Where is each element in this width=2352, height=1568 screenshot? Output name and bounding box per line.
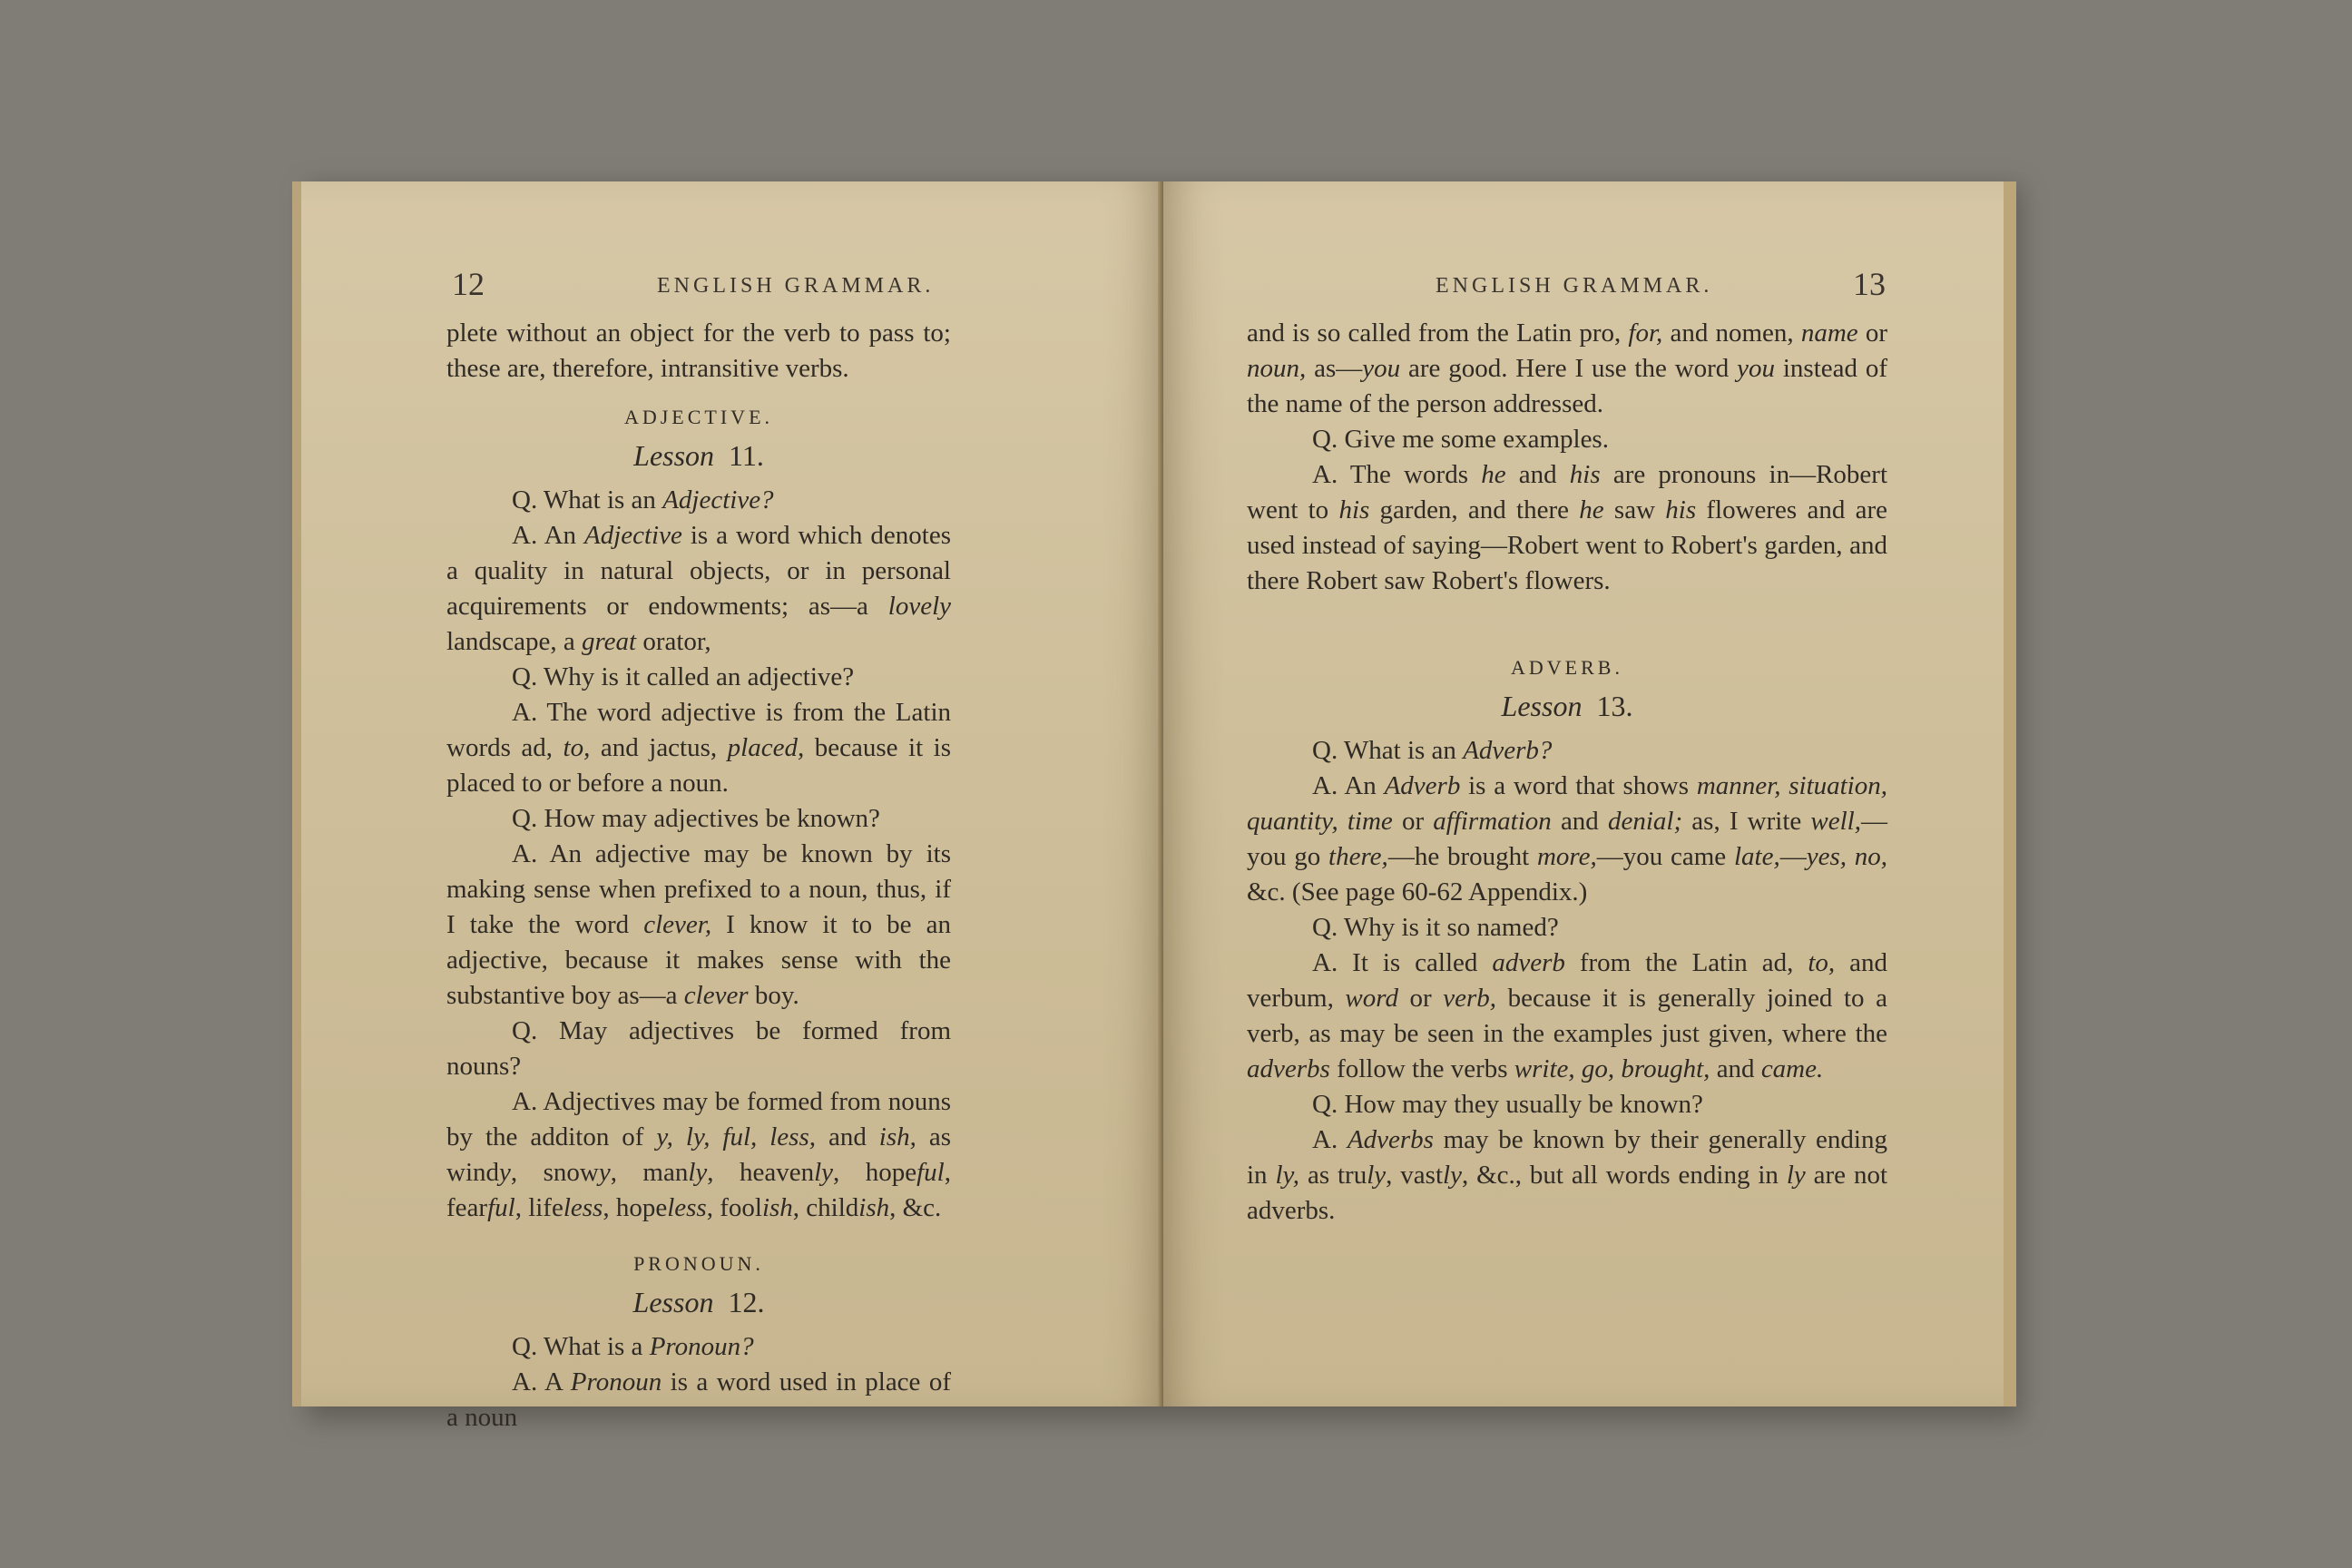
right-page xyxy=(1163,181,2016,1406)
lesson-title-12: Lesson 12. xyxy=(632,1286,765,1318)
paragraph: Q. Give me some examples. xyxy=(1312,425,1609,454)
paragraph: A. It is called adverb from the Latin ad, to, and verbum, word or verb, because it is generally joined to a verb, as may be seen in the examples just given, where the adverbs follow the verbs write, go, brought, and came. xyxy=(1247,948,1888,1083)
left-page xyxy=(292,181,1163,1432)
running-head: ENGLISH GRAMMAR. xyxy=(1436,274,1713,298)
pronoun-paragraphs xyxy=(446,1329,951,1436)
adjective-paragraphs xyxy=(446,483,951,1226)
lesson-title-11: Lesson 11. xyxy=(633,439,764,472)
lesson-title-13: Lesson 13. xyxy=(1501,690,1633,722)
left-page-body xyxy=(446,316,951,1436)
continued-text: plete without an object for the verb to pass to; these are, therefore, intransitive verbs. xyxy=(446,318,951,383)
paragraph: Q. What is an Adverb? xyxy=(1312,736,1553,765)
paragraph: A. Adjectives may be formed from nouns by the additon of y, ly, ful, less, and ish, as windy, snowy, manly, heavenly, hopeful, fearful, lifeless, hopeless, foolish, childish, &c. xyxy=(446,1087,952,1222)
paragraph: A. The word adjective is from the Latin words ad, to, and jactus, placed, because it is placed to or before a noun. xyxy=(446,698,952,798)
section-heading-adjective: ADJECTIVE. xyxy=(623,406,774,428)
paragraph: A. The words he and his are pronouns in—Robert went to his garden, and there he saw his floweres and are used instead of saying—Robert went to Robert's garden, and there Robert saw Robert's flowers. xyxy=(1247,460,1888,595)
paragraph: Q. What is a Pronoun? xyxy=(512,1332,754,1361)
paragraph: A. A Pronoun is a word used in place of a noun xyxy=(446,1367,952,1432)
section-heading-pronoun: PRONOUN. xyxy=(633,1252,764,1275)
adverb-paragraphs xyxy=(1247,733,1887,1229)
paragraph: and is so called from the Latin pro, for, and nomen, name or noun, as—you are good. Here I use the word you instead of the name of the person addressed. xyxy=(1247,318,1887,418)
paragraph: Q. What is an Adjective? xyxy=(512,485,774,514)
paragraph: A. An Adverb is a word that shows manner, situation, quantity, time or affirmation and denial; as, I write well,—you go there,—he brought more,—you came late,—yes, no, &c. (See page 60-62 Appendix.) xyxy=(1247,771,1888,906)
paragraph: Q. Why is it called an adjective? xyxy=(512,662,855,691)
page-number: 12 xyxy=(452,266,485,302)
paragraph: Q. How may adjectives be known? xyxy=(512,804,880,833)
pronoun-continued-paragraphs xyxy=(1247,316,1887,599)
right-page-body xyxy=(1247,316,1887,1229)
paragraph: A. An Adjective is a word which denotes a quality in natural objects, or in personal acquirements or endowments; as—a lovely landscape, a great orator, xyxy=(446,521,951,656)
paragraph: Q. May adjectives be formed from nouns? xyxy=(446,1016,951,1081)
running-head: ENGLISH GRAMMAR. xyxy=(657,274,935,298)
paragraph: Q. How may they usually be known? xyxy=(1312,1090,1703,1119)
paragraph: A. An adjective may be known by its making sense when prefixed to a noun, thus, if I take the word clever, I know it to be an adjective, because it makes sense with the substantive boy as—a clever boy. xyxy=(446,839,951,1010)
page-number: 13 xyxy=(1853,266,1886,302)
paragraph: A. Adverbs may be known by their generally ending in ly, as truly, vastly, &c., but all words ending in ly are not adverbs. xyxy=(1247,1125,1887,1225)
section-heading-adverb: ADVERB. xyxy=(1511,656,1623,679)
paragraph: Q. Why is it so named? xyxy=(1312,913,1559,942)
